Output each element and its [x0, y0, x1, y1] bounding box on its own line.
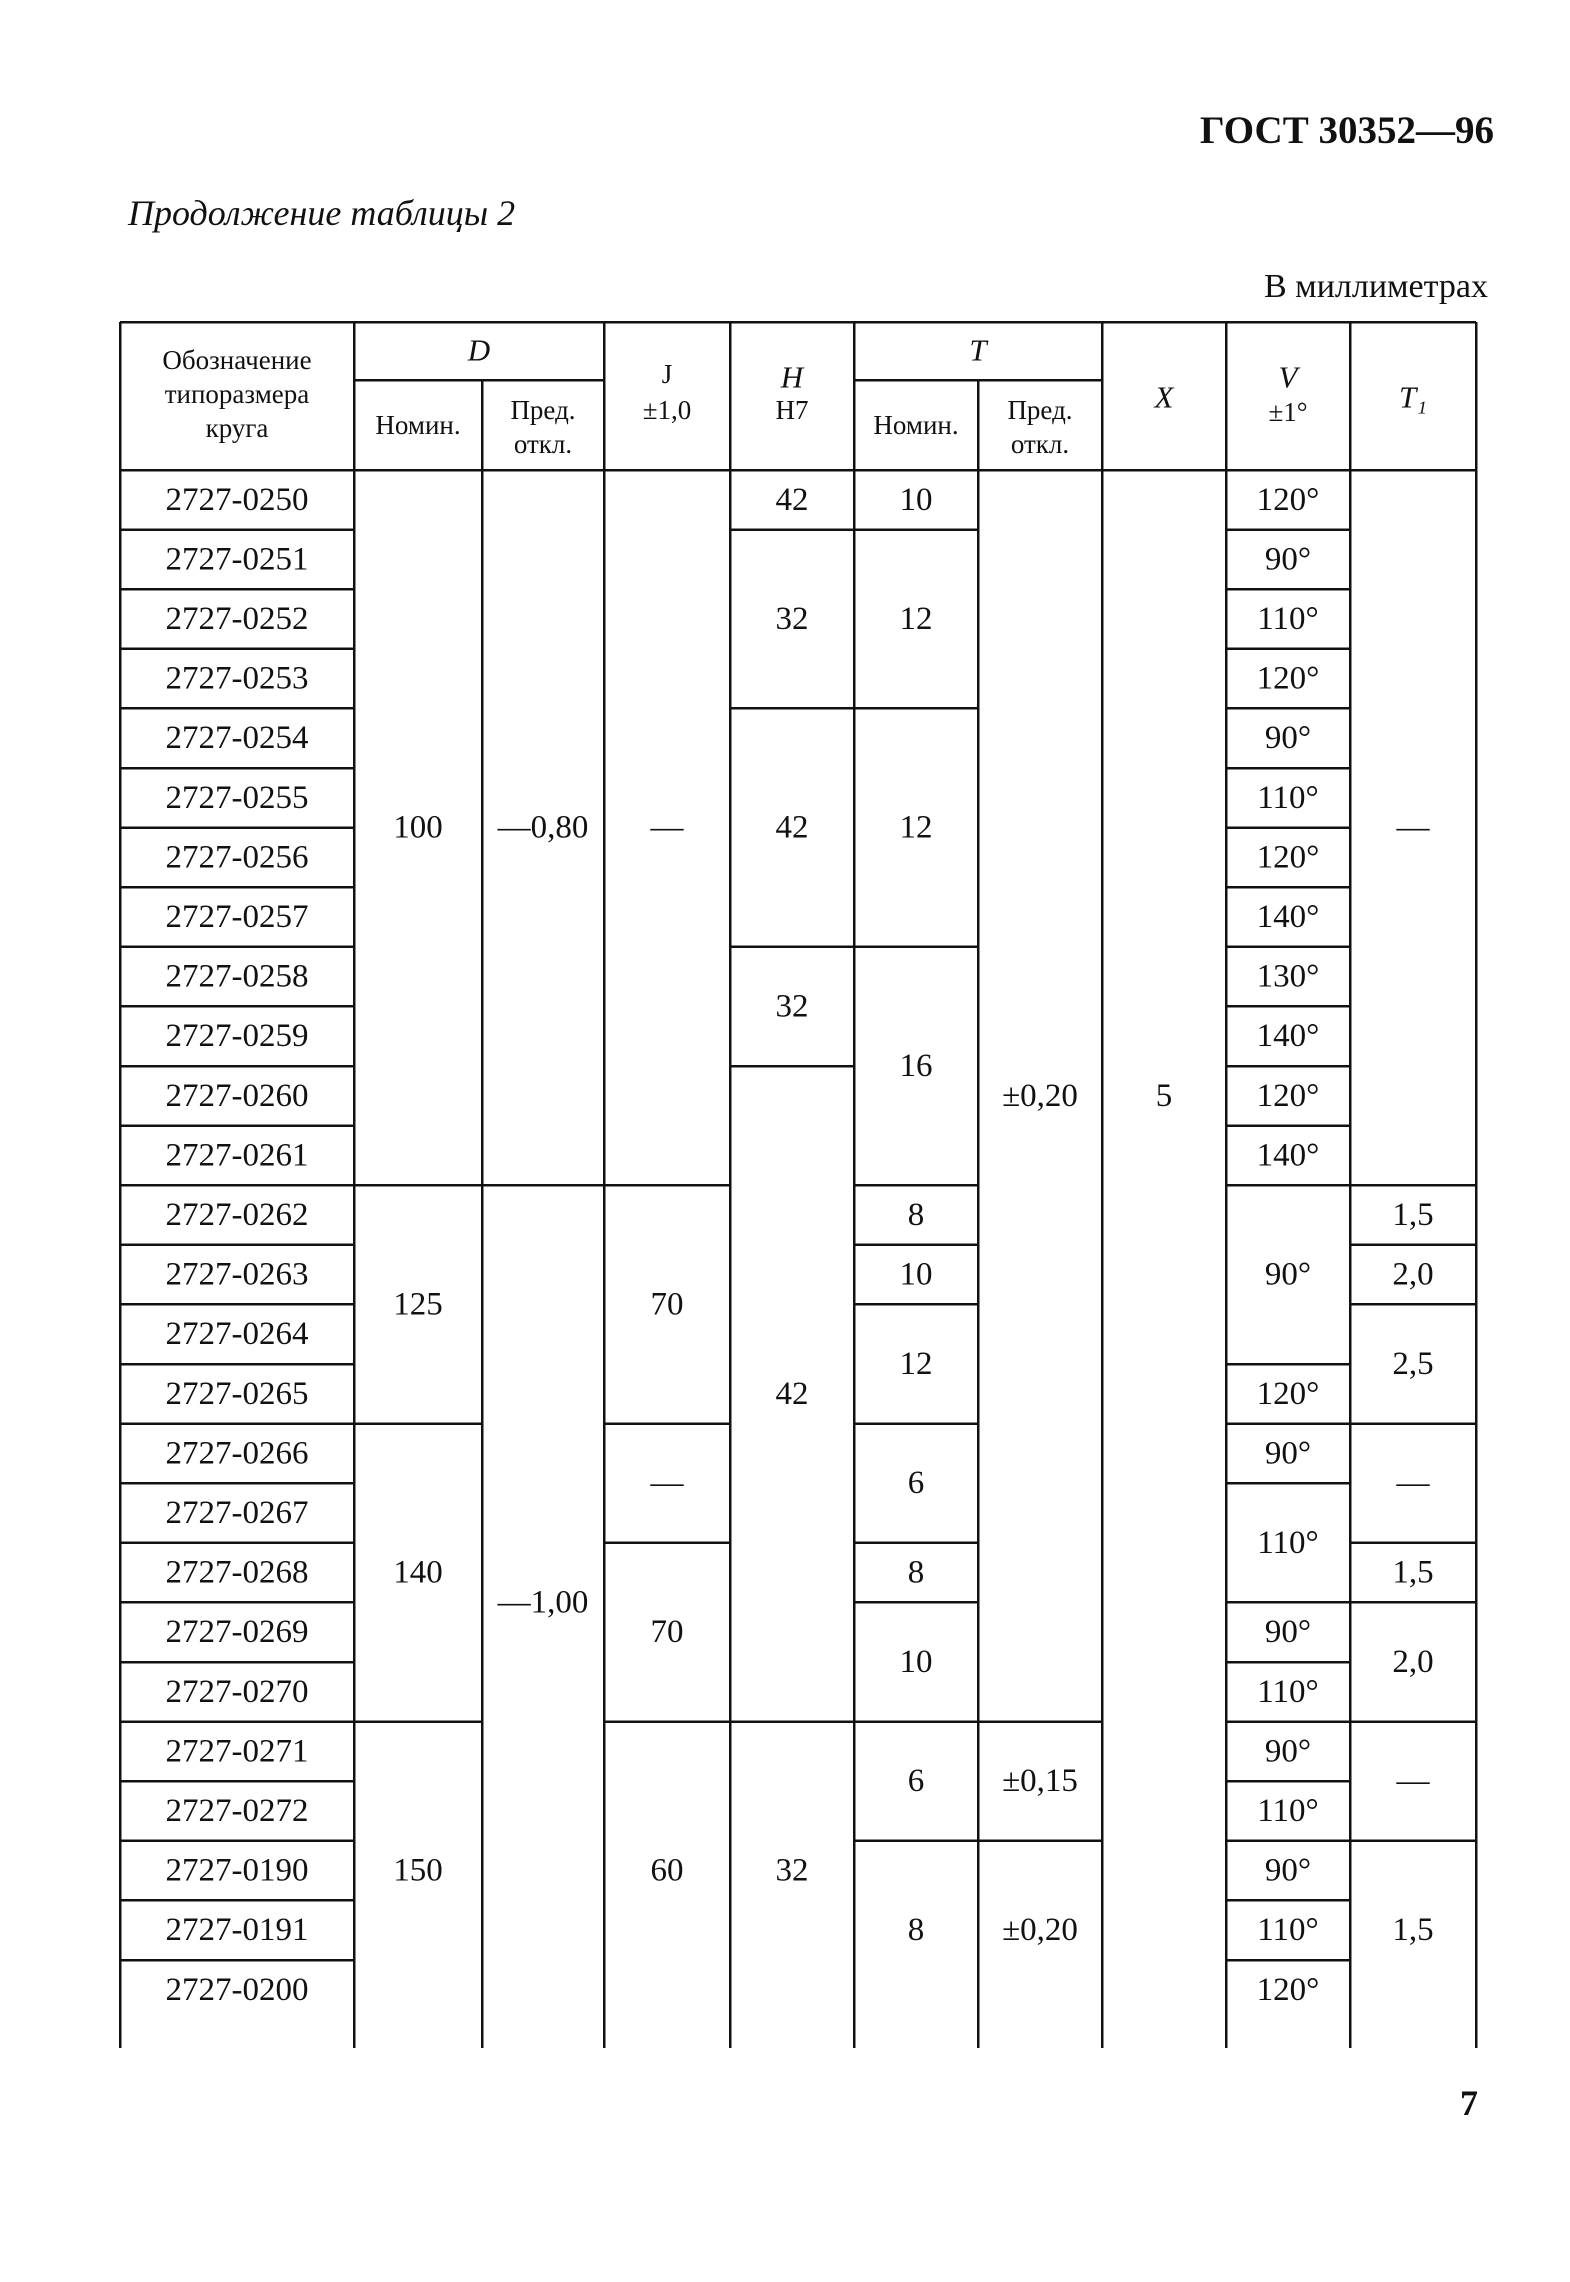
t1-cell: —	[1396, 1763, 1430, 1800]
t_nom-cell: 6	[907, 1465, 925, 1502]
j-cell: 60	[650, 1852, 684, 1889]
designation-cell: 2727-0270	[165, 1673, 309, 1710]
header-h: H	[780, 359, 804, 395]
designation-cell: 2727-0265	[165, 1375, 309, 1412]
designation-cell: 2727-0263	[165, 1256, 309, 1293]
header-t-deviation: Пред.	[1007, 395, 1073, 425]
header-d-deviation: Пред.	[510, 395, 576, 425]
units-note: В миллиметрах	[1264, 268, 1488, 305]
v-cell: 120°	[1256, 839, 1320, 876]
v-cell: 120°	[1256, 1971, 1320, 2008]
designation-cell: 2727-0262	[165, 1197, 309, 1233]
h-cell: 42	[775, 1375, 809, 1412]
v-cell: 90°	[1264, 1614, 1312, 1651]
t_nom-cell: 10	[899, 1644, 933, 1680]
h-cell: 32	[775, 1852, 809, 1889]
v-cell: 90°	[1264, 1256, 1312, 1293]
v-cell: 90°	[1264, 720, 1312, 757]
header-t-deviation: откл.	[1010, 429, 1070, 459]
v-cell: 110°	[1257, 1912, 1319, 1949]
h-cell: 42	[775, 809, 809, 846]
v-cell: 120°	[1256, 1077, 1320, 1114]
d_dev-cell: —1,00	[497, 1584, 589, 1621]
designation-cell: 2727-0261	[165, 1137, 309, 1174]
header-t: T	[969, 332, 987, 368]
designation-cell: 2727-0269	[165, 1614, 309, 1651]
h-cell: 32	[775, 988, 809, 1025]
designation-cell: 2727-0255	[165, 779, 309, 816]
v-cell: 90°	[1264, 1733, 1312, 1770]
designation-cell: 2727-0191	[165, 1912, 309, 1949]
header-h-fit: H7	[775, 395, 809, 425]
t_nom-cell: 10	[899, 1256, 933, 1293]
v-cell: 110°	[1257, 1524, 1319, 1561]
v-cell: 110°	[1257, 1673, 1319, 1710]
h-cell: 42	[775, 481, 809, 518]
designation-cell: 2727-0264	[165, 1316, 309, 1353]
v-cell: 140°	[1256, 1018, 1320, 1055]
t_dev-cell: ±0,15	[1002, 1763, 1078, 1800]
v-cell: 90°	[1264, 541, 1312, 578]
t_nom-cell: 8	[907, 1197, 925, 1233]
designation-cell: 2727-0200	[165, 1971, 309, 2008]
v-cell: 110°	[1257, 601, 1319, 637]
t_nom-cell: 8	[907, 1912, 925, 1949]
j-cell: 70	[650, 1286, 684, 1323]
v-cell: 90°	[1264, 1852, 1312, 1889]
d_dev-cell: —0,80	[497, 809, 589, 846]
header-j: J	[661, 359, 673, 389]
t1-cell: 2,0	[1392, 1644, 1434, 1680]
designation-cell: 2727-0252	[165, 601, 309, 637]
d_nom-cell: 150	[393, 1852, 443, 1889]
header-v: V	[1278, 359, 1298, 395]
designation-cell: 2727-0250	[165, 481, 309, 518]
t1-cell: —	[1396, 1465, 1430, 1502]
j-cell: 70	[650, 1614, 684, 1651]
designation-cell: 2727-0259	[165, 1018, 309, 1055]
t1-cell: —	[1396, 809, 1430, 846]
designation-cell: 2727-0254	[165, 720, 309, 757]
designation-cell: 2727-0271	[165, 1733, 309, 1770]
t_dev-cell: ±0,20	[1002, 1912, 1078, 1949]
t_nom-cell: 12	[899, 601, 933, 637]
j-cell: —	[650, 809, 684, 846]
header-designation: круга	[205, 413, 269, 443]
t_nom-cell: 10	[899, 481, 933, 518]
designation-cell: 2727-0267	[165, 1495, 309, 1531]
j-cell: —	[650, 1465, 684, 1502]
header-t1: T₁	[1398, 379, 1428, 415]
t1-cell: 1,5	[1392, 1554, 1434, 1591]
header-d-nominal: Номин.	[375, 410, 461, 440]
t_nom-cell: 6	[907, 1763, 925, 1800]
header-j-tolerance: ±1,0	[642, 395, 692, 425]
header-designation: типоразмера	[164, 379, 310, 409]
designation-cell: 2727-0256	[165, 839, 309, 876]
v-cell: 140°	[1256, 1137, 1320, 1174]
t1-cell: 2,0	[1392, 1256, 1434, 1293]
d_nom-cell: 125	[393, 1286, 443, 1323]
v-cell: 110°	[1257, 779, 1319, 816]
designation-cell: 2727-0266	[165, 1435, 309, 1472]
designation-cell: 2727-0260	[165, 1077, 309, 1114]
header-d: D	[467, 332, 491, 368]
v-cell: 130°	[1256, 958, 1320, 995]
t1-cell: 1,5	[1392, 1197, 1434, 1233]
v-cell: 140°	[1256, 899, 1320, 935]
x-cell: 5	[1155, 1077, 1173, 1114]
table-caption: Продолжение таблицы 2	[128, 193, 516, 233]
t_nom-cell: 12	[899, 1346, 933, 1382]
t_nom-cell: 16	[899, 1048, 933, 1084]
designation-cell: 2727-0257	[165, 899, 309, 935]
v-cell: 120°	[1256, 1375, 1320, 1412]
designation-cell: 2727-0251	[165, 541, 309, 578]
d_nom-cell: 100	[393, 809, 443, 846]
v-cell: 120°	[1256, 481, 1320, 518]
standard-code: ГОСТ 30352—96	[1199, 109, 1494, 152]
dimensions-table	[120, 322, 1490, 2048]
t_dev-cell: ±0,20	[1002, 1077, 1078, 1114]
designation-cell: 2727-0272	[165, 1793, 309, 1829]
t1-cell: 1,5	[1392, 1912, 1434, 1949]
v-cell: 110°	[1257, 1793, 1319, 1829]
t1-cell: 2,5	[1392, 1346, 1434, 1382]
v-cell: 120°	[1256, 660, 1320, 697]
designation-cell: 2727-0253	[165, 660, 309, 697]
t_nom-cell: 12	[899, 809, 933, 846]
v-cell: 90°	[1264, 1435, 1312, 1472]
header-designation: Обозначение	[162, 345, 312, 375]
d_nom-cell: 140	[393, 1554, 443, 1591]
designation-cell: 2727-0258	[165, 958, 309, 995]
designation-cell: 2727-0268	[165, 1554, 309, 1591]
header-x: X	[1154, 379, 1174, 415]
header-t-nominal: Номин.	[873, 410, 959, 440]
header-v-tolerance: ±1°	[1268, 397, 1308, 427]
header-d-deviation: откл.	[513, 429, 573, 459]
designation-cell: 2727-0190	[165, 1852, 309, 1889]
page-number: 7	[1460, 2083, 1478, 2123]
t_nom-cell: 8	[907, 1554, 925, 1591]
h-cell: 32	[775, 601, 809, 637]
